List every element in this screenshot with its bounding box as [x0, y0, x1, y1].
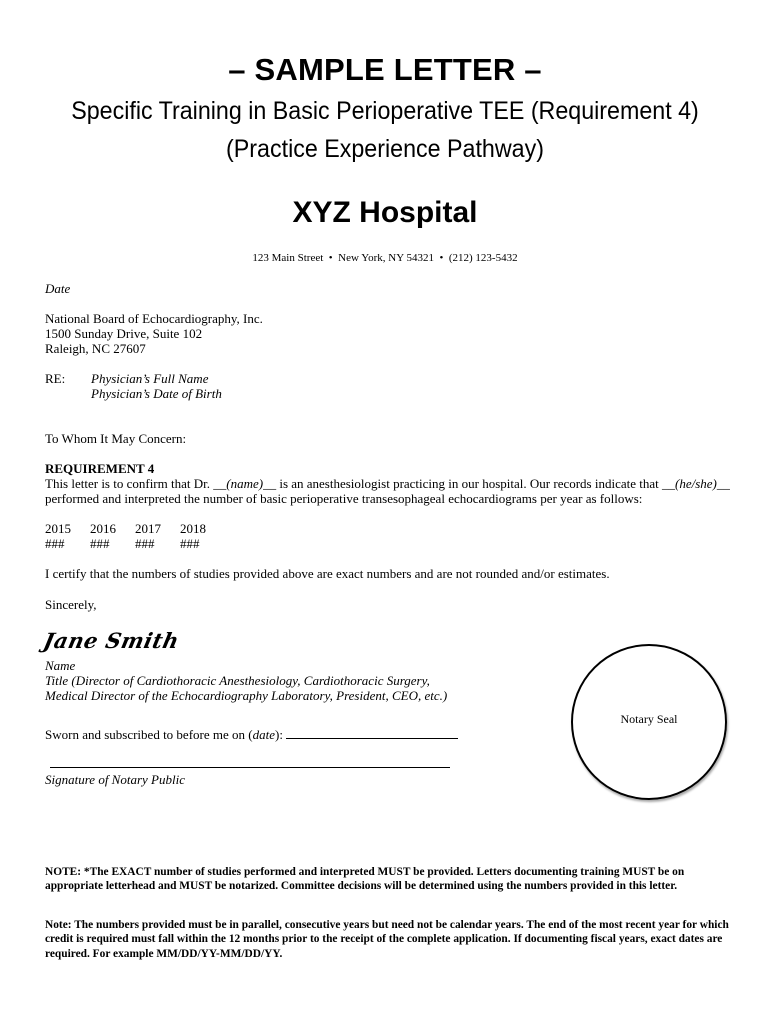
sworn-date-line	[286, 727, 458, 739]
count-row	[45, 536, 225, 551]
count-value: ###	[135, 536, 155, 551]
physician-full-name: Physician’s Full Name	[91, 371, 209, 386]
re-label: RE:	[45, 371, 66, 386]
recipient-line-3: Raleigh, NC 27607	[45, 341, 146, 356]
body-paragraph-line-1	[45, 476, 745, 491]
year-label: 2017	[135, 521, 161, 536]
subtitle-line-1: Specific Training in Basic Perioperative TEE (Requirement 4)	[71, 97, 699, 125]
address-street: 123 Main Street	[252, 252, 324, 264]
count-value: ###	[45, 536, 65, 551]
signer-block	[45, 658, 447, 703]
recipient-address	[45, 311, 263, 356]
salutation: To Whom It May Concern:	[45, 431, 187, 446]
notary-signature-line	[50, 767, 450, 768]
notary-seal-circle	[571, 644, 727, 800]
body-paragraph-line-2: performed and interpreted the number of basic perioperative transesophageal echocardiograms per year as follows:	[45, 491, 643, 506]
signer-title-line-1: Title (Director of Cardiothoracic Anesthesiology, Cardiothoracic Surgery,	[45, 673, 430, 688]
letter-date: Date	[45, 281, 71, 296]
hospital-name: XYZ Hospital	[292, 196, 478, 229]
year-row	[45, 521, 225, 536]
sworn-text: ):	[274, 727, 287, 742]
address-phone: (212) 123-5432	[448, 252, 518, 264]
year-label: 2018	[180, 521, 206, 536]
year-label: 2015	[45, 521, 71, 536]
year-label: 2016	[90, 521, 116, 536]
notary-seal-label: Notary Seal	[620, 712, 678, 726]
bullet-separator: •	[328, 252, 333, 264]
body-text: This letter is to confirm that Dr. __	[45, 476, 227, 491]
certification-statement: I certify that the numbers of studies provided above are exact numbers and are not rounded and/or estimates.	[45, 566, 610, 581]
signer-title-line-2: Medical Director of the Echocardiography Laboratory, President, CEO, etc.)	[45, 688, 448, 703]
recipient-line-1: National Board of Echocardiography, Inc.	[45, 311, 263, 326]
body-text: __	[716, 476, 730, 491]
note-parallel-years: Note: The numbers provided must be in parallel, consecutive years but need not be calendar years. The end of the most recent year for which credit is required must fall within the 12 months prior to the receipt of the complete application. If documenting fiscal years, exact dates are required. For example MM/DD/YY-MM/DD/YY.	[45, 919, 729, 960]
sworn-date-placeholder: date	[252, 727, 275, 742]
placeholder-pronoun: (he/she)	[675, 476, 717, 491]
note-exact-numbers: NOTE: *The EXACT number of studies performed and interpreted MUST be provided. Letters documenting training MUST be on appropriate letterhead and MUST be notarized. Committee decisions will be determined using the numbers provided in this letter.	[45, 866, 685, 893]
signer-name: Name	[45, 658, 76, 673]
count-value: ###	[180, 536, 200, 551]
address-city: New York, NY 54321	[338, 252, 434, 264]
signature: Jane Smith	[41, 628, 182, 653]
bullet-separator: •	[439, 252, 444, 264]
closing: Sincerely,	[45, 597, 97, 612]
page-title: – SAMPLE LETTER –	[228, 52, 542, 87]
re-details	[91, 371, 222, 401]
recipient-line-2: 1500 Sunday Drive, Suite 102	[45, 326, 203, 341]
sworn-text: Sworn and subscribed to before me on (	[45, 727, 253, 742]
hospital-address	[0, 252, 770, 264]
body-text: __ is an anesthesiologist practicing in our hospital. Our records indicate that __	[263, 476, 676, 491]
physician-date-of-birth: Physician’s Date of Birth	[91, 386, 222, 401]
subtitle-line-2: (Practice Experience Pathway)	[226, 135, 544, 163]
sworn-statement	[45, 727, 458, 742]
placeholder-name: (name)	[226, 476, 264, 491]
count-value: ###	[90, 536, 110, 551]
requirement-heading: REQUIREMENT 4	[45, 461, 155, 476]
notary-signature-label: Signature of Notary Public	[45, 772, 185, 787]
